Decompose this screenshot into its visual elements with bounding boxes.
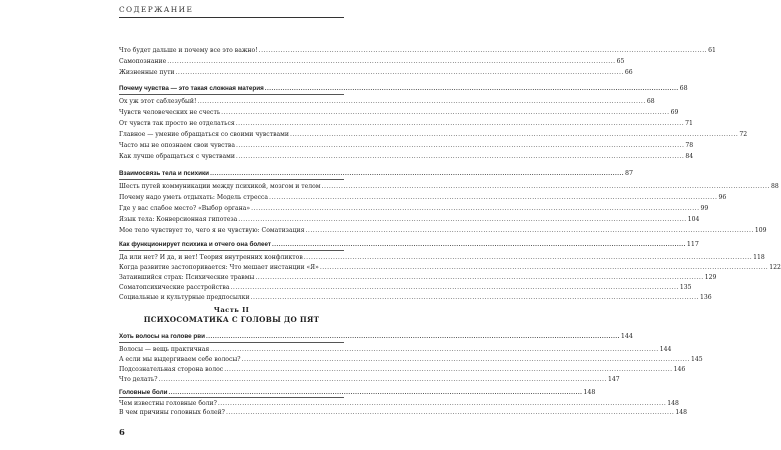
toc-entry-page: 129: [704, 274, 717, 281]
toc-entry-page: 148: [667, 400, 679, 407]
toc-entry-page: 104: [687, 216, 700, 223]
toc-entry-title: Мое тело чувствует то, чего я не чувствую: Соматизация: [119, 227, 305, 234]
toc-entry-title: Соматопсихические расстройства: [119, 284, 230, 291]
toc-entry-page: 122: [769, 264, 781, 271]
toc-heading-page: 148: [583, 389, 596, 396]
toc-entry[interactable]: [119, 292, 712, 303]
toc-entry-page: 69: [670, 109, 679, 116]
toc-entry[interactable]: [119, 107, 679, 118]
toc-entry[interactable]: [119, 140, 694, 151]
toc-entry-page: 99: [700, 205, 709, 212]
dot-leader: [236, 151, 684, 162]
dot-leader: [305, 225, 753, 236]
toc-entry-page: 71: [685, 120, 693, 127]
toc-entry[interactable]: [119, 56, 625, 67]
dot-leader: [197, 96, 645, 107]
toc-entry-page: 96: [718, 194, 727, 201]
toc-entry-page: 146: [673, 366, 686, 373]
toc-entry-page: 144: [659, 346, 672, 353]
toc-entry-page: 78: [685, 142, 694, 149]
toc-entry-title: Когда развитие застопоривается: Что мешает инстанции «Я»: [119, 264, 319, 271]
toc-entry-title: Чувств человеческих не счесть: [119, 109, 221, 116]
dot-leader: [206, 331, 620, 342]
toc-entry[interactable]: [119, 192, 727, 203]
toc-entry[interactable]: [119, 118, 693, 129]
toc-section-heading[interactable]: [119, 168, 633, 179]
toc-entry[interactable]: [119, 225, 767, 236]
toc-entry-title: Ох уж этот саблезубый!: [119, 98, 197, 105]
toc-entry[interactable]: [119, 214, 700, 225]
toc-heading-title: Взаимосвязь тела и психики: [119, 170, 210, 177]
dot-leader: [272, 239, 686, 250]
dot-leader: [269, 192, 717, 203]
running-header: СОДЕРЖАНИЕ: [119, 5, 194, 14]
toc-section-heading[interactable]: [119, 83, 688, 94]
toc-entry-title: Шесть путей коммуникации между психикой, мозгом и телом: [119, 183, 321, 190]
toc-heading-page: 117: [686, 241, 699, 248]
toc-entry[interactable]: [119, 203, 709, 214]
dot-leader: [265, 83, 679, 94]
toc-entry-title: А если мы выдергиваем себе волосы?: [119, 356, 241, 363]
toc-section-heading[interactable]: [119, 331, 633, 342]
toc-heading-title: Почему чувства — это такая сложная материя: [119, 85, 264, 92]
toc-entry[interactable]: [119, 407, 688, 418]
toc-entry[interactable]: [119, 151, 694, 162]
toc-entry-title: Язык тела: Конверсионная гипотеза: [119, 216, 238, 223]
toc-heading-page: 68: [679, 85, 688, 92]
toc-entry[interactable]: [119, 45, 716, 56]
dot-leader: [236, 140, 684, 151]
page-number: 6: [119, 427, 125, 437]
toc-section-heading[interactable]: [119, 239, 699, 250]
part-title: ПСИХОСОМАТИКА С ГОЛОВЫ ДО ПЯТ: [143, 315, 320, 324]
toc-entry-page: 135: [679, 284, 692, 291]
toc-entry[interactable]: [119, 67, 633, 78]
toc-entry-page: 147: [607, 376, 620, 383]
toc-entry[interactable]: [119, 129, 748, 140]
toc-entry-page: 88: [770, 183, 779, 190]
section-rule: [119, 179, 344, 180]
toc-entry-page: 84: [685, 153, 694, 160]
toc-entry-title: Почему надо уметь отдыхать: Модель стресса: [119, 194, 269, 201]
dot-leader: [167, 56, 615, 67]
toc-entry-title: Жизненные пути: [119, 69, 175, 76]
toc-entry-title: Самопознание: [119, 58, 167, 65]
toc-entry-title: Волосы — вещь практичная: [119, 346, 210, 353]
toc-heading-title: Хоть волосы на голове рви: [119, 333, 205, 340]
toc-entry-page: 68: [646, 98, 655, 105]
dot-leader: [236, 118, 684, 129]
toc-heading-title: Как функционирует психика и отчего она болеет: [119, 241, 271, 248]
toc-heading-page: 144: [620, 333, 633, 340]
toc-entry-title: Затаившийся страх: Психические травмы: [119, 274, 255, 281]
dot-leader: [251, 292, 699, 303]
toc-entry-page: 72: [739, 131, 748, 138]
toc-entry-title: Социальные и культурные предпосылки: [119, 294, 250, 301]
dot-leader: [221, 107, 669, 118]
dot-leader: [159, 374, 607, 385]
toc-heading-page: 87: [624, 170, 633, 177]
toc-entry-page: 148: [675, 409, 688, 416]
toc-entry-page: 136: [699, 294, 712, 301]
dot-leader: [210, 168, 624, 179]
dot-leader: [290, 129, 738, 140]
toc-entry[interactable]: [119, 96, 655, 107]
toc-entry-title: Что делать?: [119, 376, 158, 383]
toc-entry-title: Как лучше обращаться с чувствами: [119, 153, 235, 160]
toc-entry-title: Да или нет? И да, и нет! Теория внутренних конфликтов: [119, 254, 303, 261]
dot-leader: [238, 214, 686, 225]
header-rule: [119, 17, 344, 18]
toc-entry-title: В чем причины головных болей?: [119, 409, 225, 416]
toc-entry-title: Что будет дальше и почему все это важно!: [119, 47, 258, 54]
section-rule: [119, 250, 344, 251]
toc-entry-title: От чувств так просто не отделаться: [119, 120, 235, 127]
toc-entry-page: 118: [753, 254, 765, 261]
toc-entry-title: Часто мы не опознаем свои чувства: [119, 142, 235, 149]
part-label: Часть II: [213, 306, 250, 314]
dot-leader: [176, 67, 624, 78]
toc-entry-page: 66: [624, 69, 633, 76]
toc-entry[interactable]: [119, 181, 779, 192]
toc-entry-title: Подсознательная сторона волос: [119, 366, 224, 373]
toc-entry-page: 61: [708, 47, 716, 54]
section-rule: [119, 342, 344, 343]
toc-entry-page: 109: [754, 227, 767, 234]
section-rule: [119, 94, 344, 95]
toc-entry-title: Где у вас слабое место? «Выбор органа»: [119, 205, 251, 212]
toc-entry[interactable]: [119, 374, 620, 385]
dot-leader: [226, 407, 674, 418]
toc-entry-title: Главное — умение обращаться со своими чувствами: [119, 131, 289, 138]
dot-leader: [322, 181, 770, 192]
toc-entry-title: Чем известны головные боли?: [119, 400, 217, 407]
toc-heading-title: Головные боли: [119, 389, 168, 396]
dot-leader: [259, 45, 707, 56]
dot-leader: [251, 203, 699, 214]
toc-entry-page: 145: [690, 356, 703, 363]
toc-entry-page: 65: [616, 58, 625, 65]
